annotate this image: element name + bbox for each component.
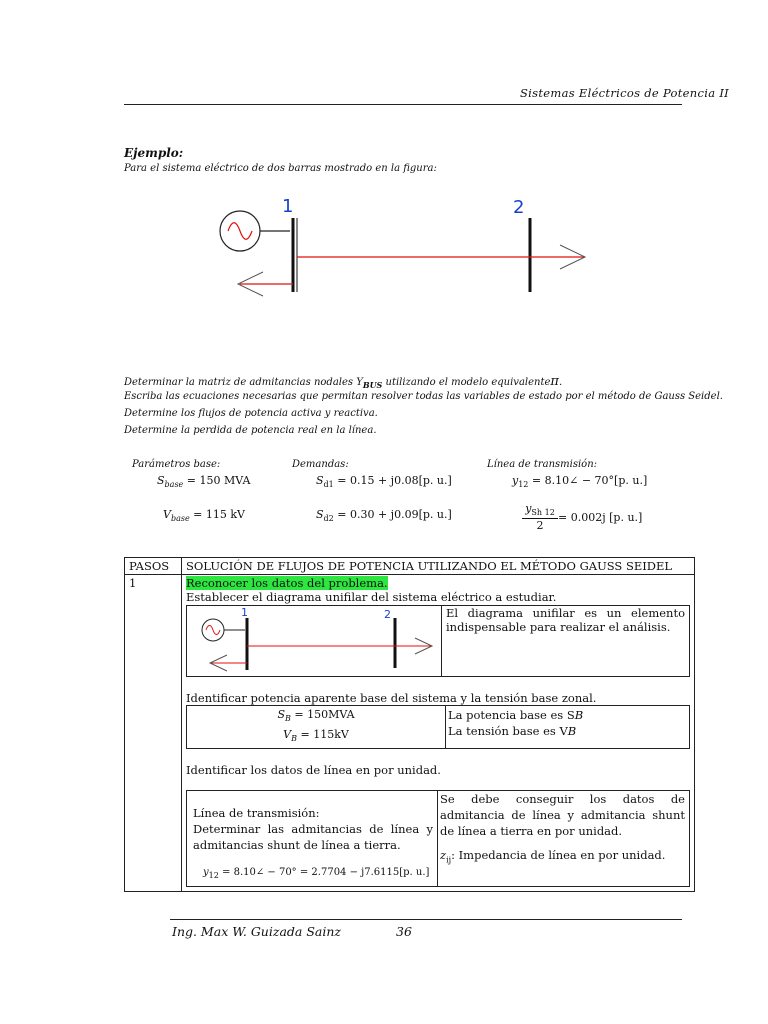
mini-diagram <box>187 606 441 676</box>
footer-rule <box>170 919 682 920</box>
mini-bus-2-label: 2 <box>384 608 391 621</box>
steps-table <box>124 557 695 892</box>
task-1: Determinar la matriz de admitancias nodales $Y_{BUS}$ utilizando el modelo equivalenteπ. <box>124 374 563 390</box>
y12-line-eq: $y_{12}$ = 8.10∠ − 70° = 2.7704 − j7.6115[p. u.] <box>203 867 430 881</box>
base-box <box>186 705 690 749</box>
col-pasos: PASOS <box>125 558 182 575</box>
footer-author: Ing. Max W. Guizada Sainz <box>172 924 341 939</box>
ysh-eq: = 0.002j [p. u.] <box>558 511 643 524</box>
sd1-eq: $S_{d1} = 0.15 + j0.08[p$. u.] <box>316 474 452 490</box>
example-heading: Ejemplo: <box>124 146 184 160</box>
generator-wave <box>228 223 252 240</box>
step-number: 1 <box>125 575 182 892</box>
step-line1: Establecer el diagrama unifilar del sistema eléctrico a estudiar. <box>186 590 557 604</box>
ysh-fraction: $y_{Sh 12}$ 2 <box>522 502 558 532</box>
mini-bus-1-label: 1 <box>241 606 248 619</box>
task-3: Determine los flujos de potencia activa y reactiva. <box>124 408 378 419</box>
sbase-eq: $S_{base} = 150$ MVA <box>157 474 251 490</box>
line-box <box>186 790 690 887</box>
task-2: Escriba las ecuaciones necesarias que permitan resolver todas las variables de estado por el método de Gauss Seidel. <box>124 391 723 402</box>
col-solution: SOLUCIÓN DE FLUJOS DE POTENCIA UTILIZANDO EL MÉTODO GAUSS SEIDEL <box>182 558 695 575</box>
sd2-eq: $S_{d2} = 0.30 + j0.09[p$. u.] <box>316 508 452 524</box>
mini-diagram-cell <box>187 606 442 677</box>
task-4: Determine la perdida de potencia real en la línea. <box>124 425 377 436</box>
base-eqs: $S_B = 150MVA$ $V_B = 115kV$ <box>187 706 446 749</box>
line-note-cell: Se debe conseguir los datos de admitancia de línea y admitancia shunt de línea a tierra en por unidad. $z_{ij}$: Impedancia de línea en por unidad. <box>438 791 690 887</box>
mini-wave <box>206 626 220 635</box>
header-title: Sistemas Eléctricos de Potencia II <box>520 86 730 100</box>
base-line: Identificar potencia aparente base del sistema y la tensión base zonal. <box>186 691 597 705</box>
line-data-label: Identificar los datos de línea en por unidad. <box>186 763 441 778</box>
page-number: 36 <box>396 924 412 939</box>
header-rule <box>124 104 682 105</box>
line-title: Línea de transmisión: <box>487 459 598 470</box>
diagram-box <box>186 605 690 677</box>
step-title: Reconocer los datos del problema. <box>186 576 388 590</box>
demand-title: Demandas: <box>292 459 349 470</box>
example-intro: Para el sistema eléctrico de dos barras mostrado en la figura: <box>124 163 437 174</box>
bus-2-label: 2 <box>513 197 525 218</box>
bus-1-label: 1 <box>282 196 294 217</box>
diagram-note: El diagrama unifilar es un elemento indispensable para realizar el análisis. <box>442 606 690 677</box>
y12-eq: $y_{12}$ = 8.10∠ − 70°[p. u.] <box>512 474 648 490</box>
vbase-eq: $V_{base} = 115$ kV <box>163 508 245 524</box>
base-params-title: Parámetros base: <box>132 459 221 470</box>
step-body <box>182 575 695 892</box>
line-desc-cell: Línea de transmisión: Determinar las admitancias de línea y admitancias shunt de línea a tierra. $y_{12}$ = 8.10∠ − 70° = 2.7704 − j7.6115[p. u.] <box>187 791 438 887</box>
two-bus-diagram <box>200 190 600 300</box>
base-notes: La potencia base es SB La tensión base es VB <box>446 706 690 749</box>
